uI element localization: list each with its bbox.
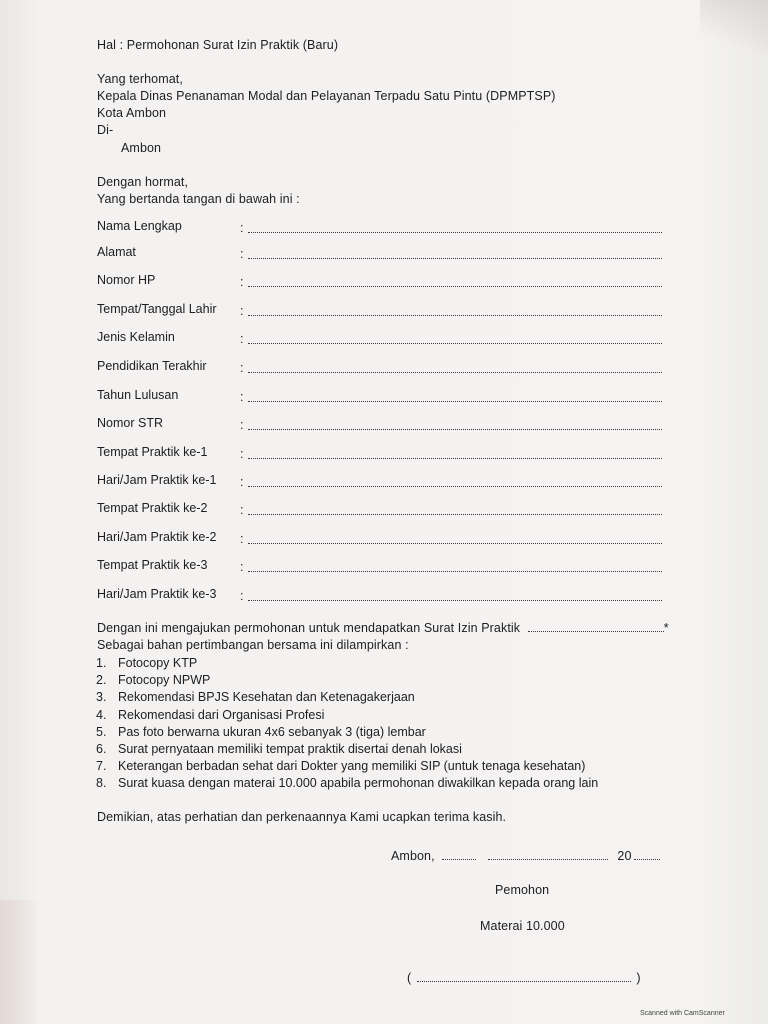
salutation: Dengan hormat, bbox=[97, 175, 189, 189]
field-colon: : bbox=[240, 532, 244, 546]
applicant-role: Pemohon bbox=[495, 883, 550, 897]
field-colon: : bbox=[240, 247, 244, 261]
recipient-place: Ambon bbox=[121, 141, 162, 155]
field-blank[interactable] bbox=[248, 428, 662, 430]
page-edge-stain bbox=[0, 900, 40, 1024]
intro-line: Yang bertanda tangan di bawah ini : bbox=[97, 192, 300, 206]
field-blank[interactable] bbox=[248, 371, 662, 373]
field-blank[interactable] bbox=[248, 542, 662, 544]
field-blank[interactable] bbox=[248, 485, 662, 487]
field-label: Hari/Jam Praktik ke-3 bbox=[97, 587, 217, 601]
field-colon: : bbox=[240, 361, 244, 375]
field-label: Tempat Praktik ke-1 bbox=[97, 445, 208, 459]
field-label: Alamat bbox=[97, 245, 136, 259]
field-blank[interactable] bbox=[248, 513, 662, 515]
field-blank[interactable] bbox=[248, 285, 662, 287]
list-item: 8. Surat kuasa dengan materai 10.000 apabila permohonan diwakilkan kepada orang lain bbox=[96, 776, 599, 791]
field-label: Jenis Kelamin bbox=[97, 330, 175, 344]
recipient-city: Kota Ambon bbox=[97, 106, 167, 120]
field-colon: : bbox=[240, 503, 244, 517]
field-colon: : bbox=[240, 589, 244, 603]
open-paren: ( bbox=[407, 971, 412, 985]
field-blank[interactable] bbox=[248, 599, 662, 601]
list-item: 1. Fotocopy KTP bbox=[96, 656, 198, 670]
signature-name-line bbox=[407, 971, 641, 985]
recipient-office: Kepala Dinas Penanaman Modal dan Pelayanan Terpadu Satu Pintu (DPMPTSP) bbox=[97, 89, 556, 103]
recipient-at: Di- bbox=[97, 123, 114, 137]
field-blank[interactable] bbox=[248, 400, 662, 402]
field-label: Nomor STR bbox=[97, 416, 163, 430]
field-colon: : bbox=[240, 560, 244, 574]
request-text: Dengan ini mengajukan permohonan untuk mendapatkan Surat Izin Praktik bbox=[97, 621, 521, 635]
field-label: Tahun Lulusan bbox=[97, 388, 179, 402]
field-label: Tempat/Tanggal Lahir bbox=[97, 302, 217, 316]
recipient-greeting: Yang terhomat, bbox=[97, 72, 183, 86]
field-label: Hari/Jam Praktik ke-2 bbox=[97, 530, 217, 544]
list-item: 2. Fotocopy NPWP bbox=[96, 673, 211, 688]
field-colon: : bbox=[240, 275, 244, 289]
field-blank[interactable] bbox=[248, 342, 662, 344]
field-colon: : bbox=[240, 304, 244, 318]
page-corner-shadow bbox=[700, 0, 768, 60]
subject-line: Hal : Permohonan Surat Izin Praktik (Baru) bbox=[97, 38, 339, 52]
field-label: Nomor HP bbox=[97, 273, 156, 287]
list-item: 5. Pas foto berwarna ukuran 4x6 sebanyak 3 (tiga) lembar bbox=[96, 724, 426, 739]
list-item: 6. Surat pernyataan memiliki tempat praktik disertai denah lokasi bbox=[96, 742, 462, 757]
field-label: Pendidikan Terakhir bbox=[97, 359, 207, 373]
request-line bbox=[97, 621, 669, 635]
field-label: Hari/Jam Praktik ke-1 bbox=[97, 473, 217, 487]
field-label: Tempat Praktik ke-2 bbox=[97, 501, 208, 515]
field-blank[interactable] bbox=[248, 457, 662, 459]
list-item: 3. Rekomendasi BPJS Kesehatan dan Ketenagakerjaan bbox=[96, 690, 415, 705]
date-month-blank[interactable] bbox=[488, 849, 608, 860]
field-colon: : bbox=[240, 447, 244, 461]
field-blank[interactable] bbox=[248, 314, 662, 316]
list-item: 4. Rekomendasi dari Organisasi Profesi bbox=[96, 707, 325, 722]
field-label: Nama Lengkap bbox=[97, 219, 182, 233]
field-label: Tempat Praktik ke-3 bbox=[97, 558, 208, 572]
date-year-prefix: 20 bbox=[617, 849, 632, 863]
signature-place: Ambon, bbox=[391, 849, 435, 863]
field-colon: : bbox=[240, 221, 244, 235]
field-blank[interactable] bbox=[248, 257, 662, 259]
close-paren: ) bbox=[636, 971, 641, 985]
field-blank[interactable] bbox=[248, 570, 662, 572]
field-colon: : bbox=[240, 475, 244, 489]
request-asterisk: * bbox=[663, 621, 669, 635]
field-blank[interactable] bbox=[248, 231, 662, 233]
field-colon: : bbox=[240, 332, 244, 346]
field-colon: : bbox=[240, 418, 244, 432]
camscanner-watermark: Scanned with CamScanner bbox=[640, 1010, 725, 1017]
signature-name-blank[interactable] bbox=[417, 971, 631, 982]
closing-line: Demikian, atas perhatian dan perkenaannya Kami ucapkan terima kasih. bbox=[97, 810, 507, 824]
stamp-duty-note: Materai 10.000 bbox=[480, 919, 565, 933]
field-colon: : bbox=[240, 390, 244, 404]
permit-type-blank[interactable] bbox=[528, 621, 664, 632]
attachments-list bbox=[96, 655, 598, 793]
date-day-blank[interactable] bbox=[442, 849, 476, 860]
list-item: 7. Keterangan berbadan sehat dari Dokter yang memiliki SIP (untuk tenaga kesehatan) bbox=[96, 759, 586, 774]
attachments-intro: Sebagai bahan pertimbangan bersama ini dilampirkan : bbox=[97, 638, 409, 652]
date-year-blank[interactable] bbox=[634, 849, 660, 860]
signature-date-line bbox=[391, 849, 660, 863]
